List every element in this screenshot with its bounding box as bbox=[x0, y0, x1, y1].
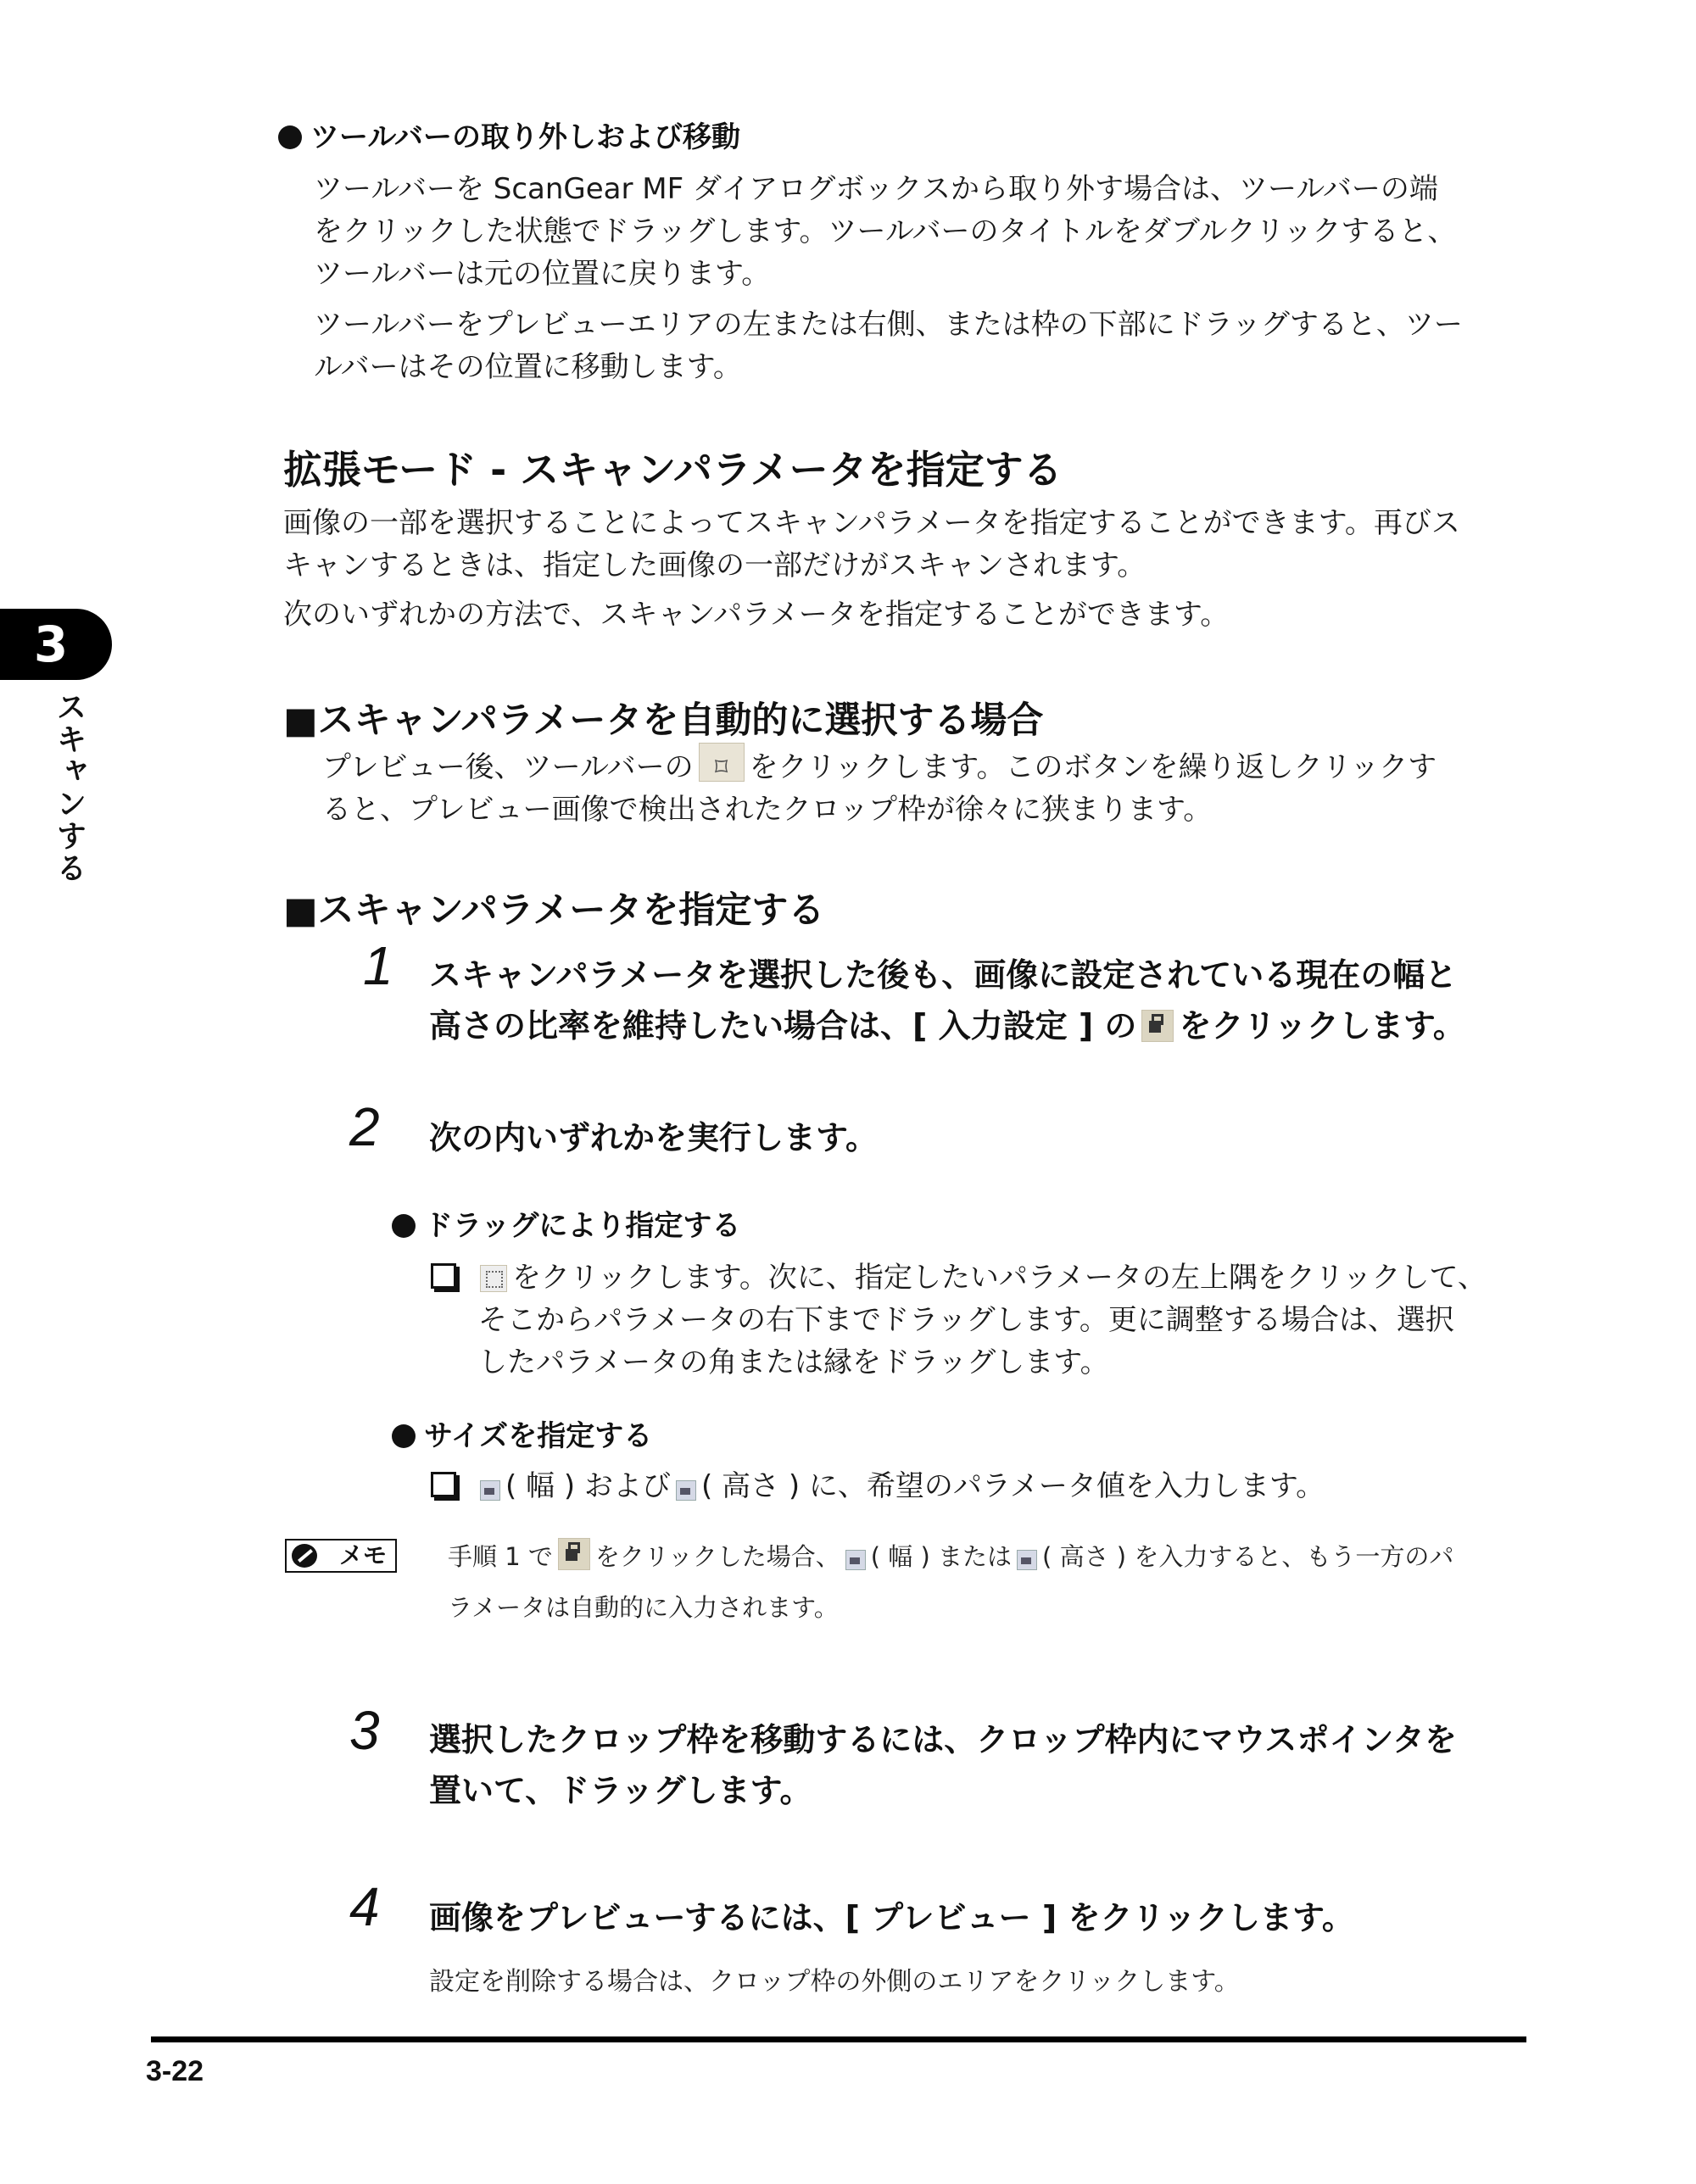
footer-rule bbox=[151, 2036, 1526, 2042]
step-number: 3 bbox=[349, 1700, 380, 1761]
height-icon bbox=[1017, 1550, 1037, 1570]
page-number: 3-22 bbox=[146, 2055, 204, 2087]
select-area-icon[interactable] bbox=[480, 1265, 507, 1292]
advanced-mode-methods: 次のいずれかの方法で、スキャンパラメータを指定することができます。 bbox=[283, 598, 1230, 632]
memo-text: 手順 1 で をクリックした場合、 ( 幅 ) または ( 高さ ) を入力すると、もう一方のパ ラメータは自動的に入力されます。 bbox=[448, 1531, 1453, 1633]
advanced-mode-intro: 画像の一部を選択することによってスキャンパラメータを指定することができます。再びス キャンするときは、指定した画像の一部だけがスキャンされます。 bbox=[283, 506, 1460, 582]
advanced-mode-heading: 拡張モード - スキャンパラメータを指定する bbox=[283, 447, 1063, 493]
auto-crop-icon[interactable]: ⌑ bbox=[699, 743, 745, 782]
step-3-text: 選択したクロップ枠を移動するには、クロップ枠内にマウスポインタを 置いて、ドラッグします。 bbox=[429, 1721, 1457, 1809]
toolbar-paragraph-2: ツールバーをプレビューエリアの左または右側、または枠の下部にドラッグすると、ツー ルバーはその位置に移動します。 bbox=[314, 308, 1463, 384]
checkbox-bullet-icon bbox=[431, 1472, 456, 1497]
step-4-text: 画像をプレビューするには、[ プレビュー ] をクリックします。 bbox=[429, 1899, 1354, 1936]
step-2-text: 次の内いずれかを実行します。 bbox=[429, 1119, 878, 1156]
checkbox-bullet-icon bbox=[431, 1263, 456, 1289]
size-option-paragraph: ( 幅 ) および ( 高さ ) に、希望のパラメータ値を入力します。 bbox=[431, 1465, 1325, 1507]
specify-heading: ■スキャンパラメータを指定する bbox=[283, 889, 825, 932]
size-option-heading: サイズを指定する bbox=[392, 1412, 652, 1454]
height-icon[interactable] bbox=[676, 1480, 696, 1501]
chapter-tab: 3 bbox=[0, 609, 112, 680]
bullet-icon bbox=[278, 125, 302, 149]
auto-select-paragraph: プレビュー後、ツールバーの ⌑ をクリックします。このボタンを繰り返しクリックす ると、プレビュー画像で検出されたクロップ枠が徐々に狭まります。 bbox=[322, 743, 1437, 831]
bullet-icon bbox=[392, 1214, 416, 1238]
bullet-icon bbox=[392, 1424, 416, 1448]
width-icon[interactable] bbox=[480, 1480, 500, 1501]
width-icon bbox=[845, 1550, 866, 1570]
toolbar-paragraph-1: ツールバーを ScanGear MF ダイアログボックスから取り外す場合は、ツールバーの端 をクリックした状態でドラッグします。ツールバーのタイトルをダブルクリックすると、 ツールバーは元の位置に戻ります。 bbox=[314, 172, 1457, 291]
memo-badge: メモ bbox=[285, 1539, 397, 1573]
step-number: 4 bbox=[349, 1876, 380, 1937]
drag-option-paragraph: をクリックします。次に、指定したいパラメータの左上隅をクリックして、 そこからパラメータの右下までドラッグします。更に調整する場合は、選択 したパラメータの角または縁をドラッグします。 bbox=[431, 1256, 1487, 1384]
auto-select-heading: ■スキャンパラメータを自動的に選択する場合 bbox=[283, 699, 1044, 742]
step-number: 1 bbox=[363, 935, 393, 996]
step-4-note: 設定を削除する場合は、クロップ枠の外側のエリアをクリックします。 bbox=[429, 1967, 1240, 1997]
chapter-title: スキャンする bbox=[52, 691, 86, 884]
lock-aspect-ratio-icon bbox=[558, 1538, 590, 1570]
pencil-icon bbox=[292, 1544, 317, 1568]
step-1-text: スキャンパラメータを選択した後も、画像に設定されている現在の幅と 高さの比率を維持したい場合は、[ 入力設定 ] の をクリックします。 bbox=[429, 956, 1465, 1045]
lock-aspect-ratio-icon[interactable] bbox=[1141, 1010, 1174, 1042]
toolbar-heading: ツールバーの取り外しおよび移動 bbox=[278, 114, 740, 155]
drag-option-heading: ドラッグにより指定する bbox=[392, 1202, 740, 1244]
step-number: 2 bbox=[349, 1096, 380, 1157]
